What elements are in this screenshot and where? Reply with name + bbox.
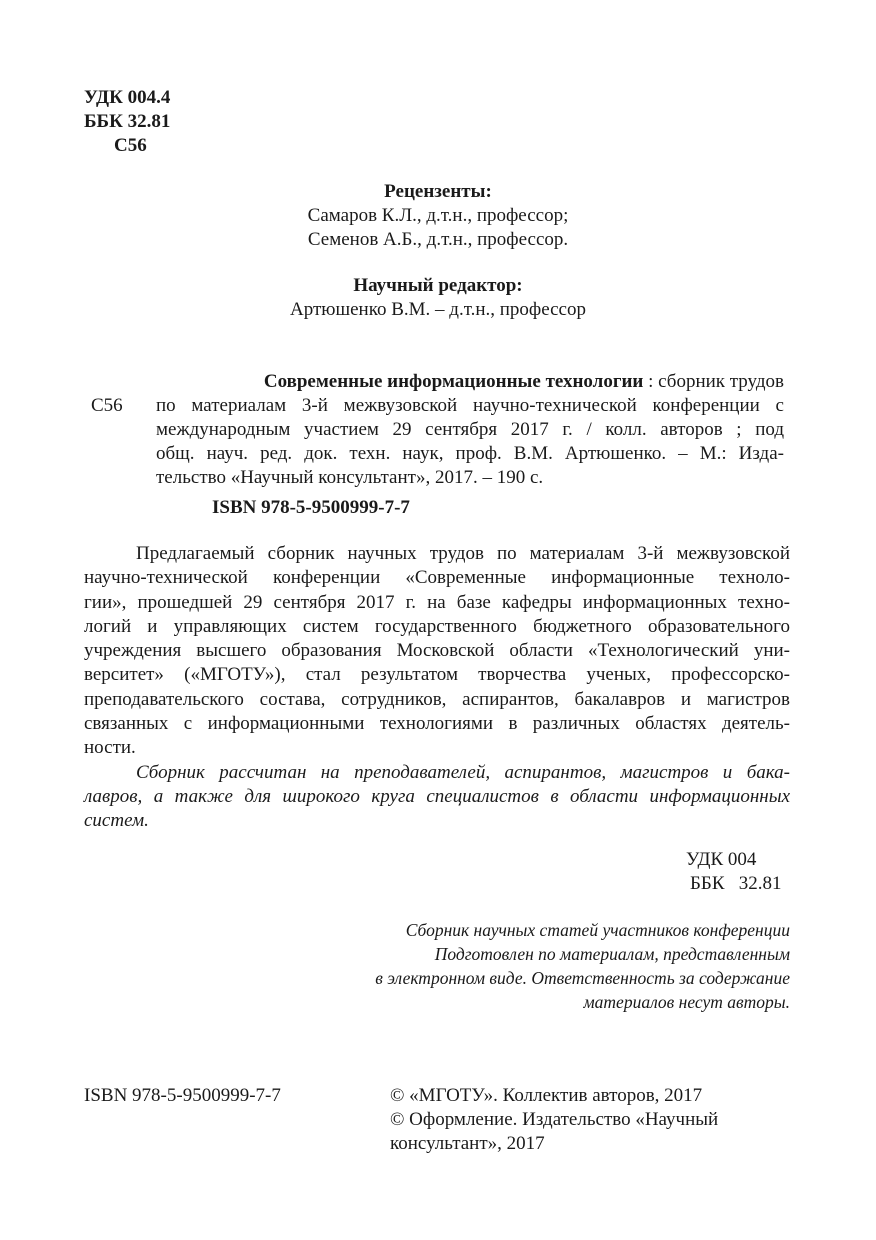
editor-name: Артюшенко В.М. – д.т.н., профессор xyxy=(290,299,586,320)
annotation-line: ности. xyxy=(84,737,136,759)
book-title: Современные информационные технологии xyxy=(263,371,644,392)
biblio-line-2: по материалам 3-й межвузовской научно-технической конференции с xyxy=(156,395,784,416)
bibliographic-record xyxy=(156,370,784,490)
annotation-line: логий и управляющих систем государственного бюджетного образовательного xyxy=(84,615,790,637)
annotation-line: верситет» («МГОТУ»), стал результатом творчества ученых, профессорско- xyxy=(84,664,790,686)
bbk-code: ББК 32.81 xyxy=(84,111,171,132)
isbn-main: ISBN 978-5-9500999-7-7 xyxy=(212,497,410,518)
copyright-block xyxy=(390,1084,790,1156)
biblio-line-4: общ. науч. ред. док. техн. наук, проф. В.М. Артюшенко. – М.: Изда- xyxy=(156,443,784,464)
biblio-line-3: международным участием 29 сентября 2017 г. / колл. авторов ; под xyxy=(156,419,784,440)
annotation-audience-line: систем. xyxy=(84,810,149,832)
annotation-line: научно-технической конференции «Современные информационные техноло- xyxy=(84,567,790,589)
annotation-audience-line: лавров, а также для широкого круга специалистов в области информационных xyxy=(84,785,790,807)
book-title-rest: : сборник трудов xyxy=(643,371,784,392)
note-line: Подготовлен по материалам, представленным xyxy=(434,944,790,964)
udk-code: УДК 004.4 xyxy=(84,87,171,108)
publication-note xyxy=(300,918,790,1014)
note-line: материалов несут авторы. xyxy=(583,992,790,1012)
annotation-line: связанных с информационными технологиями в различных областях деятель- xyxy=(84,713,790,735)
isbn-footer: ISBN 978-5-9500999-7-7 xyxy=(84,1085,281,1106)
editor-heading: Научный редактор: xyxy=(353,275,523,296)
editor-section xyxy=(200,274,676,322)
annotation-line: учреждения высшего образования Московской области «Технологический уни- xyxy=(84,640,790,662)
annotation xyxy=(84,542,790,834)
copyright-line: консультант», 2017 xyxy=(390,1133,545,1154)
note-line: Сборник научных статей участников конференции xyxy=(405,920,790,940)
reviewers-heading: Рецензенты: xyxy=(384,181,492,202)
bbk-right: ББК 32.81 xyxy=(690,873,782,894)
biblio-code: С56 xyxy=(91,395,123,416)
copyright-line: © Оформление. Издательство «Научный xyxy=(390,1109,719,1130)
reviewers-section xyxy=(200,180,676,252)
reviewer-1: Самаров К.Л., д.т.н., профессор; xyxy=(307,205,569,226)
biblio-line-5: тельство «Научный консультант», 2017. – 190 с. xyxy=(156,467,544,488)
author-sign: С56 xyxy=(114,135,147,156)
annotation-line: гии», прошедшей 29 сентября 2017 г. на базе кафедры информационных техно- xyxy=(84,591,790,613)
annotation-line: преподавательского состава, сотрудников, аспирантов, бакалавров и магистров xyxy=(84,688,790,710)
classification-right xyxy=(600,848,790,896)
biblio-line-1 xyxy=(156,370,784,394)
annotation-line: Предлагаемый сборник научных трудов по материалам 3-й межвузовской xyxy=(136,543,790,564)
copyright-line: © «МГОТУ». Коллектив авторов, 2017 xyxy=(390,1085,703,1106)
udk-right: УДК 004 xyxy=(686,849,757,870)
reviewer-2: Семенов А.Б., д.т.н., профессор. xyxy=(307,229,569,250)
note-line: в электронном виде. Ответственность за содержание xyxy=(375,968,790,988)
annotation-audience-line: Сборник рассчитан на преподавателей, аспирантов, магистров и бака- xyxy=(136,761,790,783)
classification-block xyxy=(84,86,170,158)
